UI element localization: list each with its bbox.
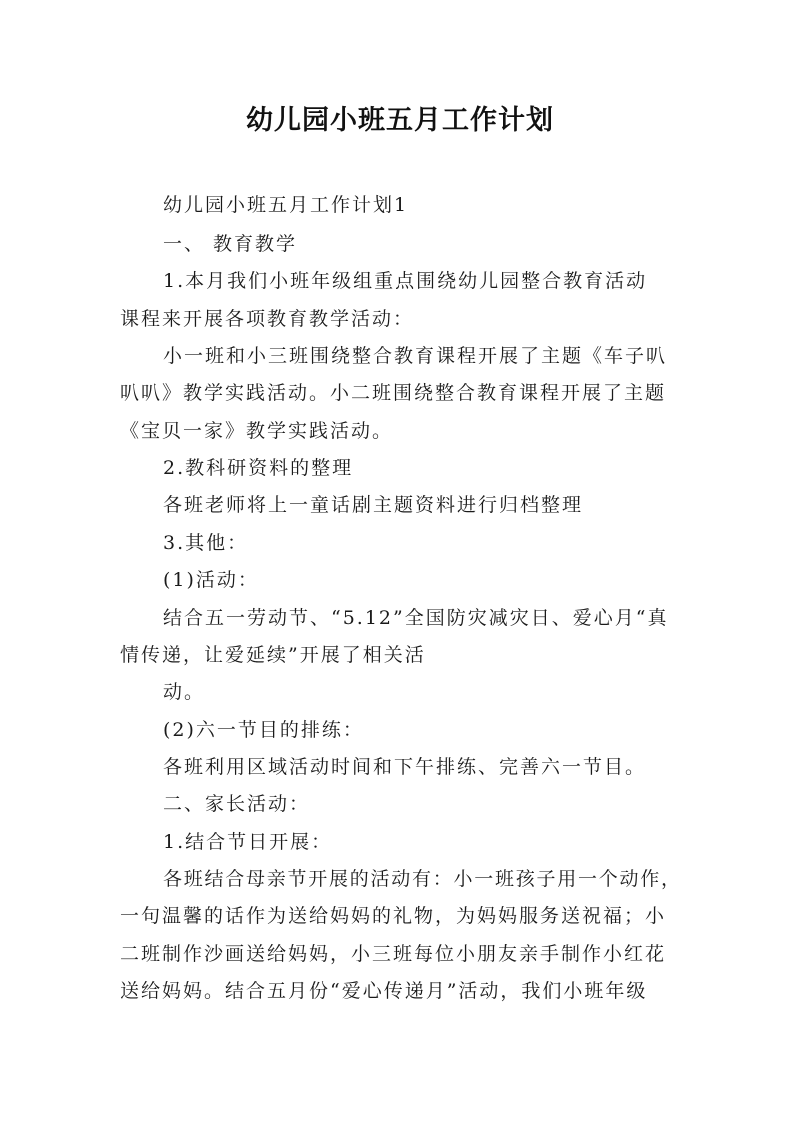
text-line: 1.结合节日开展： [163, 831, 333, 853]
text-line: 各班结合母亲节开展的活动有：小一班孩子用一个动作， [163, 868, 682, 890]
text-line: 幼儿园小班五月工作计划1 [163, 194, 409, 216]
text-line: 课程来开展各项教育教学活动： [120, 308, 415, 330]
text-line: (2)六一节目的排练： [163, 719, 364, 741]
text-line: 一、 教育教学 [163, 233, 298, 255]
text-line: 二、家长活动： [163, 793, 311, 815]
text-line: 结合五一劳动节、“5.12”全国防灾减灾日、爱心月“真 [163, 607, 669, 629]
text-line: 1.本月我们小班年级组重点围绕幼儿园整合教育活动 [163, 270, 648, 292]
text-line: 送给妈妈。结合五月份“爱心传递月”活动，我们小班年级 [120, 980, 648, 1002]
document-title: 幼儿园小班五月工作计划 [246, 105, 554, 136]
text-line: 《宝贝一家》教学实践活动。 [120, 420, 394, 442]
text-line: 各班利用区域活动时间和下午排练、完善六一节目。 [163, 756, 647, 778]
text-line: 3.其他： [163, 532, 249, 554]
text-line: 各班老师将上一童话剧主题资料进行归档整理 [163, 494, 584, 516]
text-line: 一句温馨的话作为送给妈妈的礼物，为妈妈服务送祝福；小 [120, 905, 667, 927]
text-line: 小一班和小三班围绕整合教育课程开展了主题《车子叭 [163, 345, 668, 367]
text-line: 情传递，让爱延续”开展了相关活 [120, 644, 426, 666]
text-line: 二班制作沙画送给妈妈，小三班每位小朋友亲手制作小红花 [120, 943, 667, 965]
text-line: 叭叭》教学实践活动。小二班围绕整合教育课程开展了主题 [120, 382, 667, 404]
text-line: 2.教科研资料的整理 [163, 457, 354, 479]
text-line: 动。 [163, 681, 206, 703]
text-line: (1)活动： [163, 569, 259, 591]
